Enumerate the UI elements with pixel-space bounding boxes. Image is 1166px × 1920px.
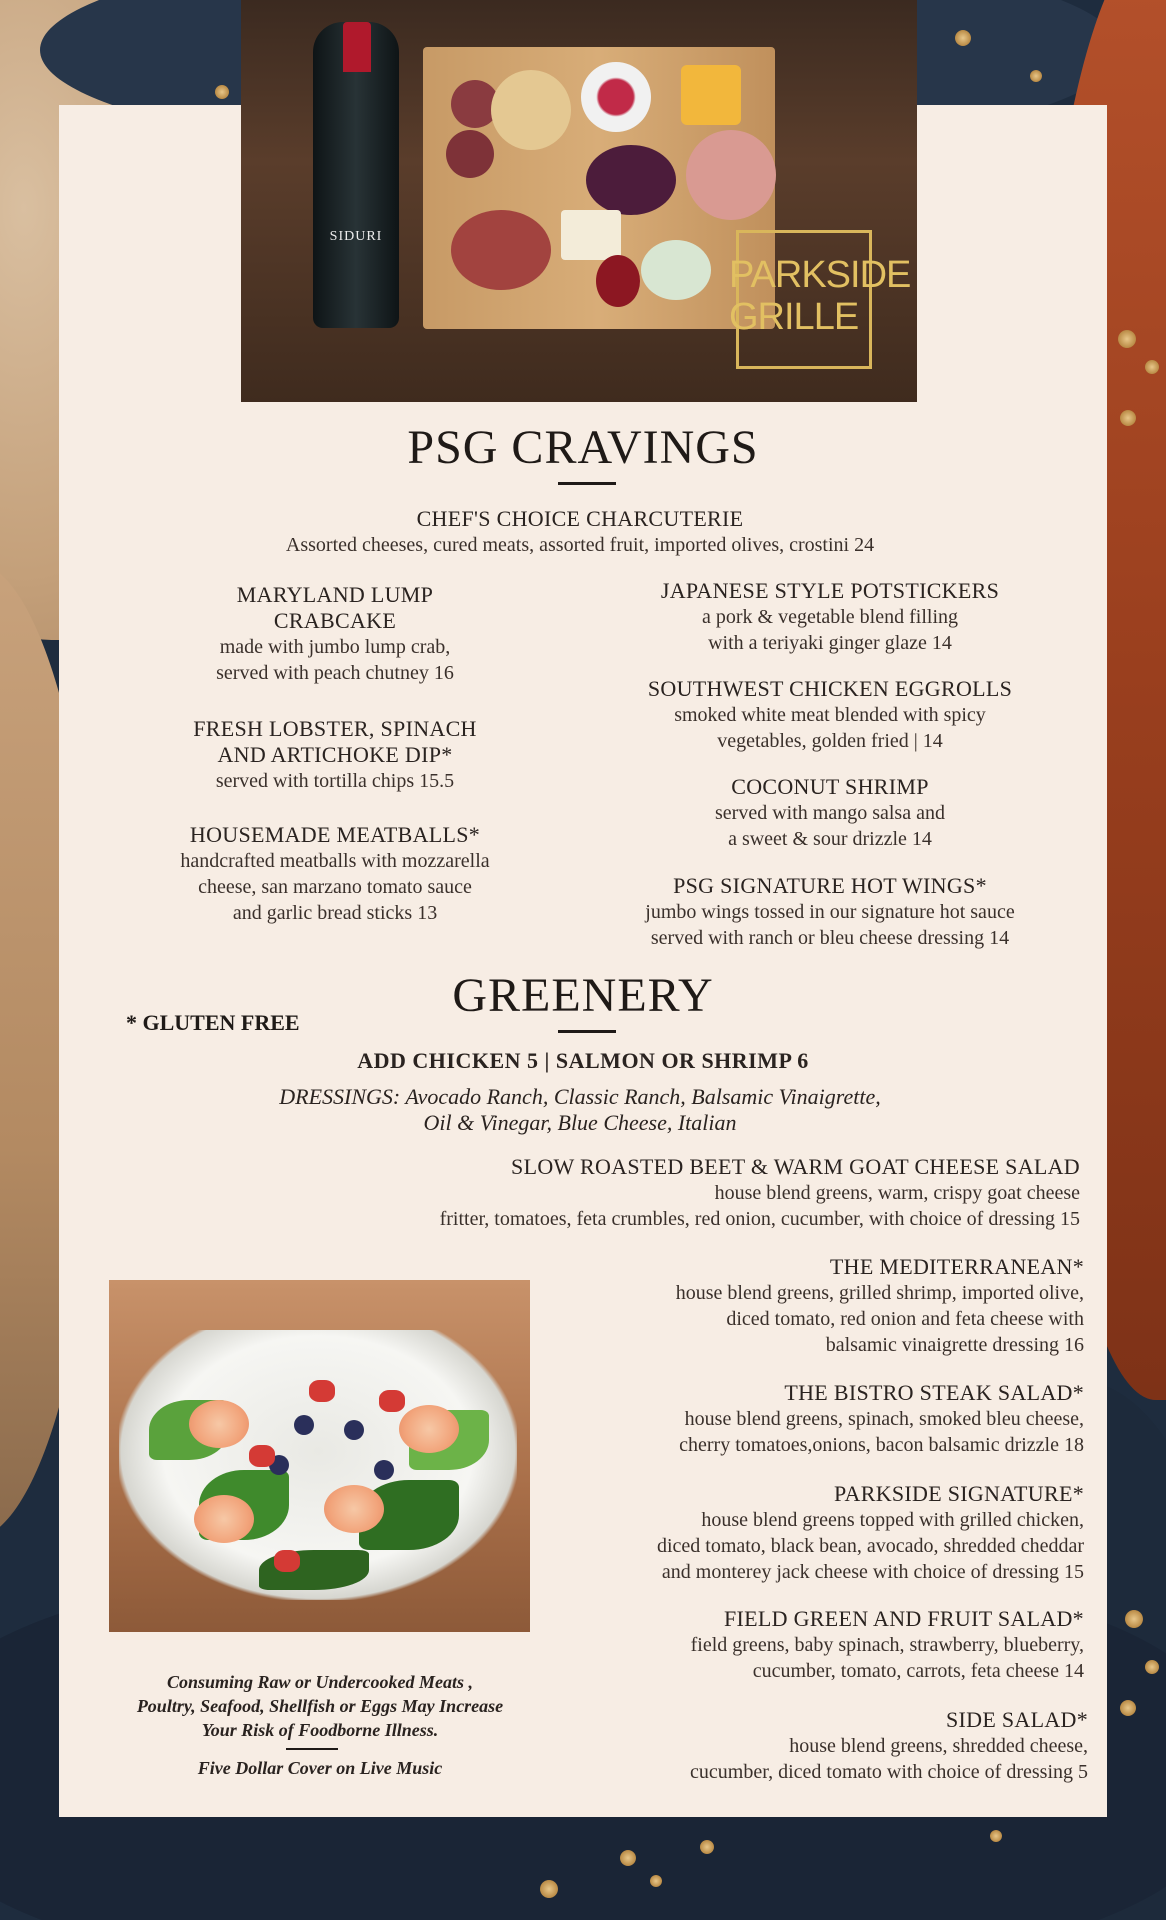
- food-safety-warning: [74, 1670, 566, 1742]
- item-desc: diced tomato, red onion and feta cheese with: [726, 1308, 1084, 1330]
- item-desc: fritter, tomatoes, feta crumbles, red onion, cucumber, with choice of dressing 15: [439, 1208, 1080, 1230]
- item-name: PARKSIDE SIGNATURE*: [834, 1481, 1084, 1506]
- strawberry: [309, 1380, 335, 1402]
- parkside-grille-logo: [729, 254, 911, 338]
- item-desc: cheese, san marzano tomato sauce: [198, 876, 472, 898]
- salad-photo: [109, 1280, 530, 1632]
- item-desc: diced tomato, black bean, avocado, shredded cheddar: [656, 1535, 1084, 1557]
- gold-glitter: [1125, 1610, 1143, 1628]
- item-name: SLOW ROASTED BEET & WARM GOAT CHEESE SALAD: [511, 1154, 1080, 1179]
- menu-item: [580, 578, 1080, 656]
- prosciutto: [686, 130, 776, 220]
- item-name: THE BISTRO STEAK SALAD*: [784, 1380, 1084, 1405]
- herb-cheese: [641, 240, 711, 300]
- jam-dollop: [596, 255, 640, 307]
- item-name: JAPANESE STYLE POTSTICKERS: [660, 578, 1000, 603]
- item-desc: cucumber, diced tomato with choice of dressing 5: [690, 1761, 1088, 1783]
- item-desc: house blend greens, spinach, smoked bleu cheese,: [684, 1408, 1084, 1430]
- item-name: SIDE SALAD*: [945, 1707, 1088, 1732]
- dressings-list: [200, 1084, 960, 1136]
- item-desc: vegetables, golden fried | 14: [717, 730, 943, 752]
- gold-glitter: [1120, 1700, 1136, 1716]
- salad-item: [540, 1380, 1084, 1458]
- item-name: FIELD GREEN AND FRUIT SALAD*: [723, 1606, 1084, 1631]
- item-desc: house blend greens topped with grilled chicken,: [701, 1509, 1084, 1531]
- jam-bowl: [581, 62, 651, 132]
- gluten-free-note: * GLUTEN FREE: [126, 1010, 300, 1035]
- item-desc: field greens, baby spinach, strawberry, blueberry,: [690, 1634, 1084, 1656]
- item-name: FRESH LOBSTER, SPINACH: [193, 716, 477, 741]
- item-name: AND ARTICHOKE DIP*: [217, 742, 453, 767]
- item-desc: cherry tomatoes,onions, bacon balsamic drizzle 18: [679, 1434, 1084, 1456]
- item-name: COCONUT SHRIMP: [731, 774, 929, 799]
- gold-glitter: [700, 1840, 714, 1854]
- bottle-label: SIDURI: [329, 229, 383, 244]
- menu-item: [110, 822, 560, 926]
- shrimp: [324, 1485, 384, 1533]
- item-desc: served with mango salsa and: [715, 802, 945, 824]
- salad-item: [250, 1154, 1080, 1232]
- item-desc: a sweet & sour drizzle 14: [728, 828, 932, 850]
- menu-item: [580, 774, 1080, 852]
- strawberry: [249, 1445, 275, 1467]
- gold-glitter: [990, 1830, 1002, 1842]
- charcuterie-photo: [241, 0, 917, 402]
- menu-item: [580, 676, 1080, 754]
- gold-glitter: [650, 1875, 662, 1887]
- item-desc: smoked white meat blended with spicy: [674, 704, 986, 726]
- logo-line1: PARKSIDE: [729, 254, 911, 296]
- salad-item: [560, 1707, 1088, 1785]
- item-desc: a pork & vegetable blend filling: [701, 606, 959, 628]
- featured-item: [140, 506, 1020, 558]
- bread-slices: [491, 70, 571, 150]
- shrimp: [194, 1495, 254, 1543]
- item-name: THE MEDITERRANEAN*: [829, 1254, 1084, 1279]
- menu-item: [110, 582, 560, 686]
- strawberry: [379, 1390, 405, 1412]
- gold-glitter: [215, 85, 229, 99]
- cover-charge-note: Five Dollar Cover on Live Music: [197, 1758, 443, 1778]
- salad-item: [530, 1481, 1084, 1585]
- item-desc: house blend greens, warm, crispy goat cheese: [714, 1182, 1080, 1204]
- logo-line2: GRILLE: [729, 296, 859, 338]
- item-desc: with a teriyaki ginger glaze 14: [708, 632, 952, 654]
- item-desc: balsamic vinaigrette dressing 16: [825, 1334, 1084, 1356]
- item-desc: made with jumbo lump crab,: [219, 636, 451, 658]
- warning-line: Poultry, Seafood, Shellfish or Eggs May Increase: [136, 1696, 504, 1716]
- item-desc: and garlic bread sticks 13: [232, 902, 438, 924]
- item-name: HOUSEMADE MEATBALLS*: [189, 822, 481, 847]
- item-desc: served with tortilla chips 15.5: [215, 770, 455, 792]
- greenery-title: GREENERY: [452, 969, 714, 1022]
- item-desc: handcrafted meatballs with mozzarella: [180, 850, 490, 872]
- featured-item-desc: Assorted cheeses, cured meats, assorted fruit, imported olives, crostini 24: [285, 534, 875, 556]
- item-desc: and monterey jack cheese with choice of dressing 15: [661, 1561, 1084, 1583]
- item-desc: served with peach chutney 16: [216, 662, 454, 684]
- item-desc: house blend greens, shredded cheese,: [789, 1735, 1088, 1757]
- item-desc: served with ranch or bleu cheese dressing 14: [650, 927, 1010, 949]
- cravings-title-rule: [558, 482, 616, 485]
- dressings-line: Oil & Vinegar, Blue Cheese, Italian: [423, 1110, 737, 1135]
- grapes: [586, 145, 676, 215]
- item-name: CRABCAKE: [273, 608, 397, 633]
- gold-glitter: [1030, 70, 1042, 82]
- salad-item: [540, 1606, 1084, 1684]
- warning-line: Consuming Raw or Undercooked Meats ,: [166, 1672, 474, 1692]
- gold-glitter: [540, 1880, 558, 1898]
- blueberry: [344, 1420, 364, 1440]
- menu-item: [110, 716, 560, 794]
- dressings-line: DRESSINGS: Avocado Ranch, Classic Ranch, Balsamic Vinaigrette,: [279, 1084, 881, 1109]
- featured-item-name: CHEF'S CHOICE CHARCUTERIE: [416, 506, 744, 531]
- salad-addons: ADD CHICKEN 5 | SALMON OR SHRIMP 6: [357, 1048, 809, 1073]
- strawberry: [274, 1550, 300, 1572]
- gold-glitter: [1145, 1660, 1159, 1674]
- prosciutto: [451, 210, 551, 290]
- gold-glitter: [955, 30, 971, 46]
- item-desc: cucumber, tomato, carrots, feta cheese 14: [752, 1660, 1084, 1682]
- blueberry: [374, 1460, 394, 1480]
- menu-item: [560, 873, 1100, 951]
- item-name: MARYLAND LUMP: [236, 582, 434, 607]
- salad-item: [540, 1254, 1084, 1358]
- cheese-wedges: [681, 65, 741, 125]
- item-name: SOUTHWEST CHICKEN EGGROLLS: [647, 676, 1013, 701]
- item-desc: jumbo wings tossed in our signature hot sauce: [645, 901, 1015, 923]
- bottle-foil: [343, 22, 371, 72]
- warning-rule: [286, 1748, 338, 1750]
- shrimp: [399, 1405, 459, 1453]
- warning-line: Your Risk of Foodborne Illness.: [201, 1720, 439, 1740]
- gold-glitter: [1118, 330, 1136, 348]
- gold-glitter: [1145, 360, 1159, 374]
- item-name: PSG SIGNATURE HOT WINGS*: [673, 873, 987, 898]
- blueberry: [294, 1415, 314, 1435]
- greenery-title-rule: [558, 1030, 616, 1033]
- item-desc: house blend greens, grilled shrimp, imported olive,: [675, 1282, 1084, 1304]
- cravings-title: PSG CRAVINGS: [407, 421, 759, 474]
- gold-glitter: [620, 1850, 636, 1866]
- shrimp: [189, 1400, 249, 1448]
- cheese-cubes: [561, 210, 621, 260]
- salami-slices: [446, 130, 494, 178]
